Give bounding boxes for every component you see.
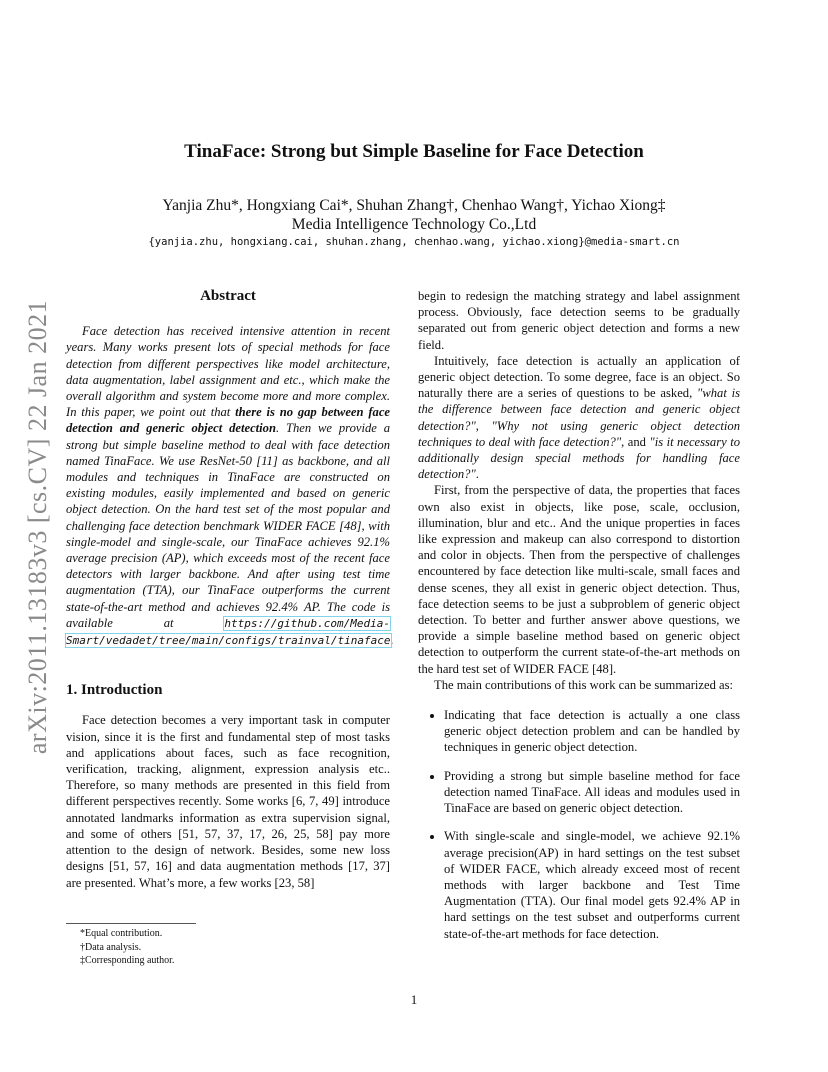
abstract-end: . — [390, 633, 394, 648]
footnote-2: †Data analysis. — [80, 941, 142, 953]
authors-block — [0, 196, 828, 234]
author-list: Yanjia Zhu*, Hongxiang Cai*, Shuhan Zhang†, Chenhao Wang†, Yichao Xiong‡ — [162, 197, 666, 214]
question-3: "is it necessary to additionally design special methods for handling face detection?" — [418, 434, 740, 482]
intro-paragraph: Face detection becomes a very important task in computer vision, since it is the first and fundamental step of most tasks and applications about faces, such as face recognition, verification, tracking, alignment, expression analysis etc.. Therefore, so many methods are presented in this field from different perspectives recently. Some works [6, 7, 49] introduce annotated landmarks information as extra supervision signal, and some of others [51, 57, 37, 17, 26, 25, 58] pay more attention to the design of network. Besides, some new loss designs [51, 57, 16] and data augmentation methods [17, 37] are presented. What’s more, a few works [23, 58] — [66, 713, 390, 890]
affiliation: Media Intelligence Technology Co.,Ltd — [291, 216, 537, 233]
questions-end: . — [475, 467, 479, 482]
contribution-item: • With single-scale and single-model, we achieve 92.1% average precision(AP) in hard settings on the test subset of WIDER FACE, which already exceed most of recent methods with larger backbone and Test Time Augmentation (TTA). Our final model gets 92.4% AP in hard settings on the test subset and outperforms current state-of-the-art methods for face detection. — [444, 828, 740, 941]
section-heading-introduction: 1. Introduction — [66, 682, 163, 699]
footnotes — [80, 927, 174, 968]
author-emails: {yanjia.zhu, hongxiang.cai, shuhan.zhang, chenhao.wang, yichao.xiong}@media-smart.cn — [148, 236, 680, 248]
arxiv-stamp — [18, 292, 58, 762]
footnote-rule — [66, 923, 196, 924]
paragraph-contributions-intro: The main contributions of this work can be summarized as: — [434, 677, 734, 692]
arxiv-id: arXiv:2011.13183v3 [cs.CV] 22 Jan 2021 — [23, 299, 52, 755]
page-number: 1 — [410, 992, 418, 1007]
contribution-item: • Providing a strong but simple baseline method for face detection named TinaFace. All ideas and modules used in TinaFace are based on generic object detection. — [444, 768, 740, 817]
footnote-3: ‡Corresponding author. — [80, 955, 175, 966]
contributions-list — [418, 707, 740, 942]
contribution-item: • Indicating that face detection is actually a one class generic object detection problem and can be handled by techniques in generic object detection. — [444, 707, 740, 756]
footnote-1: *Equal contribution. — [80, 928, 163, 939]
right-column — [418, 288, 740, 954]
paper-title: TinaFace: Strong but Simple Baseline for Face Detection — [184, 141, 644, 162]
abstract-key-claim: there is no gap between face detection and generic object detection — [66, 405, 391, 436]
question-2: "Why not using generic object detection techniques to deal with face detection?" — [418, 418, 741, 449]
paragraph-questions — [418, 353, 740, 483]
abstract-part-1: Face detection has received intensive attention in recent years. Many works present lots of special methods for face detection from different perspectives like model architecture, data augmentation, label assignment and etc., which make the overall algorithm and system become more and more complex. In this paper, we point out that — [66, 324, 390, 420]
question-1: "what is the difference between face detection and generic object detection?" — [418, 386, 740, 433]
left-column — [66, 288, 394, 891]
paragraph-continued: begin to redesign the matching strategy and label assignment process. Obviously, face detection seems to be gradually separated out from generic object detection and forms a new field. — [418, 289, 740, 352]
question-sep-1: , — [475, 418, 492, 433]
abstract-heading: Abstract — [200, 288, 256, 304]
question-sep-2: , and — [621, 434, 650, 449]
abstract-part-2: . Then we provide a strong but simple baseline method to deal with face detection named TinaFace. We use ResNet-50 [11] as backbone, and all modules and techniques in TinaFace are constructed on existing modules, easily implemented and based on generic object detection. On the hard test set of the most popular and challenging face detection benchmark WIDER FACE [48], with single-model and single-scale, our TinaFace achieves 92.1% average precision (AP), which exceeds most of the recent face detectors with larger backbone. And after using test time augmentation (TTA), our TinaFace outperforms the current state-of-the-art method and achieves 92.4% AP. The code is available at — [66, 421, 390, 630]
paragraph-data-perspective: First, from the perspective of data, the properties that faces own also exist in objects, like pose, scale, occlusion, illumination, blur and etc.. And the unique properties in faces like expression and makeup can also correspond to distortion and color in objects. Then from the perspective of challenges encountered by face detection like multi-scale, small faces and dense scenes, they all exist in generic object detection. Thus, face detection seems to be just a subproblem of generic object detection. To better and further answer above questions, we provide a simple baseline method based on generic object detection to outperform the current state-of-the-art methods on the hard test set of WIDER FACE [48]. — [418, 483, 740, 676]
questions-lead: Intuitively, face detection is actually an application of generic object detection. To some degree, face is an object. So naturally there are a series of questions to be asked, — [418, 353, 740, 401]
code-link[interactable]: https://github.com/Media-Smart/vedadet/tree/main/configs/trainval/tinaface — [66, 616, 391, 648]
abstract-text — [66, 323, 394, 649]
